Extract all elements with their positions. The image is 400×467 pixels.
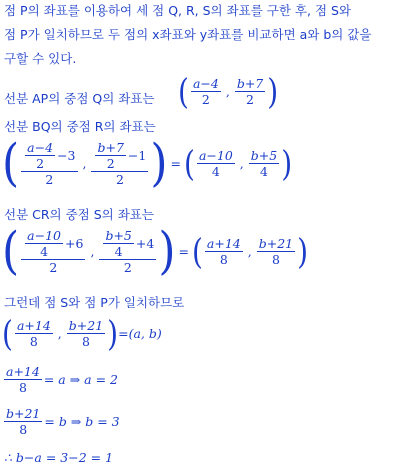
r-result-y: $\frac{b+5}{4}$ [250, 148, 278, 179]
match-rhs: =(a, b) [118, 326, 162, 341]
conclusion: ∴ b−a = 3−2 = 1 [4, 450, 114, 465]
q-label: 선분 AP의 중점 Q의 좌표는 [4, 91, 155, 106]
match-x-fraction: $\frac{a+14}{8}$ [16, 318, 51, 349]
s-x-fraction: $\frac{a-10}{4}$ +6 2 [21, 228, 85, 275]
match-y-fraction: $\frac{b+21}{8}$ [68, 318, 104, 349]
intro-line-2: 점 P가 일치하므로 두 점의 x좌표와 y좌표를 비교하면 a와 b의 값을 [4, 27, 372, 42]
s-y-fraction: $\frac{b+5}{4}$ +4 2 [99, 228, 156, 275]
intro-line-1: 점 P의 좌표를 이용하여 세 점 Q, R, S의 좌표를 구한 후, 점 S와 [4, 3, 352, 18]
intro-line-3: 구할 수 있다. [4, 51, 77, 66]
equation-b: $\frac{b+21}{8}$ = b ⇒ b = 3 [6, 406, 120, 437]
match-equation: ( $\frac{a+14}{8}$ , $\frac{b+21}{8}$ ) =(a, b) [2, 312, 162, 354]
q-y-fraction: $\frac{b+7}{2}$ [236, 76, 264, 107]
s-result-x: $\frac{a+14}{8}$ [206, 236, 241, 267]
r-label: 선분 BQ의 중점 R의 좌표는 [4, 119, 156, 134]
equation-b-rhs: = b ⇒ b = 3 [44, 414, 120, 429]
equation-a: $\frac{a+14}{8}$ = a ⇒ a = 2 [6, 364, 118, 395]
r-x-fraction: $\frac{a-4}{2}$ −3 2 [21, 140, 77, 187]
r-coordinate: ( $\frac{a-4}{2}$ −3 2 , $\frac{b+7}{2}$ −1 2 ) = ( $\frac{a-10}{4}$ , $\frac{b+5}{4}$ ) [2, 133, 293, 193]
q-coordinate: ( $\frac{a-4}{2}$ , $\frac{b+7}{2}$ ) [178, 70, 279, 112]
s-result-y: $\frac{b+21}{8}$ [258, 236, 294, 267]
s-label: 선분 CR의 중점 S의 좌표는 [4, 207, 154, 222]
match-label: 그런데 점 S와 점 P가 일치하므로 [4, 295, 185, 310]
open-paren: ( [178, 70, 189, 112]
s-coordinate: ( $\frac{a-10}{4}$ +6 2 , $\frac{b+5}{4}$ +4 2 ) = ( $\frac{a+14}{8}$ , $\frac{b+21}{8}$ ) [2, 221, 309, 281]
r-y-fraction: $\frac{b+7}{2}$ −1 2 [91, 140, 148, 187]
equation-a-rhs: = a ⇒ a = 2 [43, 372, 118, 387]
r-result-x: $\frac{a-10}{4}$ [198, 148, 233, 179]
close-paren: ) [267, 70, 279, 112]
q-x-fraction: $\frac{a-4}{2}$ [192, 76, 219, 107]
